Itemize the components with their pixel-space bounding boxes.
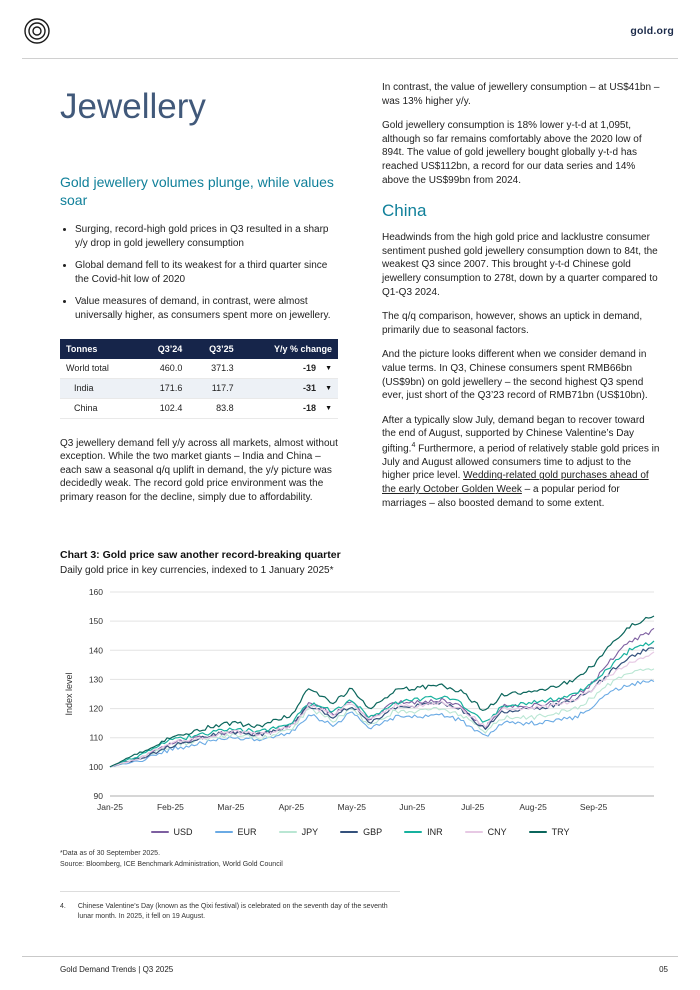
svg-text:100: 100 [88, 762, 103, 773]
gold-price-chart [60, 584, 660, 820]
legend-swatch [340, 831, 358, 833]
chart-footnote-line: Source: Bloomberg, ICE Benchmark Administration, World Gold Council [60, 861, 283, 869]
svg-text:Mar-25: Mar-25 [217, 802, 245, 813]
svg-text:140: 140 [88, 645, 103, 656]
legend-label: JPY [301, 827, 319, 838]
svg-text:Index level: Index level [64, 672, 74, 716]
footnote-number: 4. [60, 902, 66, 910]
change-value: -31 [303, 383, 317, 393]
svg-text:150: 150 [88, 616, 103, 627]
legend-label: EUR [237, 827, 257, 838]
page-title: Jewellery [60, 87, 206, 126]
body-paragraph: And the picture looks different when we consider demand in value terms. In Q3, Chinese consumers spent RMB66bn (US$9bn) on gold jewellery – the second highest Q3 spend ever, just short of the Q3’23 record of RMB71bn (US$10bn). [382, 349, 648, 402]
page-header [22, 0, 678, 59]
summary-bullets [60, 223, 338, 323]
footnote-4 [60, 891, 400, 923]
paragraph-text: – a popular period for marriages – also boosted demand to some extent. [382, 483, 620, 509]
legend-swatch [279, 831, 297, 833]
row-label: World total [60, 359, 137, 379]
right-column [382, 81, 660, 521]
legend-swatch [404, 831, 422, 833]
chart-footnote [60, 849, 660, 871]
value-cell: 83.8 [188, 398, 239, 418]
main-content [0, 59, 700, 923]
row-label: China [60, 398, 137, 418]
down-triangle-icon: ▼ [325, 364, 332, 372]
change-cell [240, 398, 338, 418]
change-cell [240, 378, 338, 398]
page-footer [22, 956, 678, 974]
down-triangle-icon: ▼ [325, 404, 332, 412]
svg-text:Jun-25: Jun-25 [399, 802, 426, 813]
legend-item-cny [465, 827, 507, 837]
wedding-purchases-link[interactable]: Wedding-related gold purchases ahead of the early October Golden Week [382, 470, 649, 495]
down-triangle-icon: ▼ [325, 384, 332, 392]
gold-price-chart-section [60, 549, 660, 871]
legend-item-usd [151, 827, 193, 837]
gold-org-logo [22, 16, 52, 46]
china-heading: China [382, 201, 427, 221]
legend-swatch [215, 831, 233, 833]
legend-label: INR [427, 827, 443, 838]
body-paragraph: The q/q comparison, however, shows an uptick in demand, primarily due to seasonal factors. [382, 311, 643, 336]
legend-item-eur [215, 827, 257, 837]
svg-text:90: 90 [93, 791, 103, 802]
table-row [60, 378, 338, 398]
legend-swatch [465, 831, 483, 833]
table-header-cell: Q3’25 [188, 339, 239, 359]
table-header-cell: Tonnes [60, 339, 137, 359]
body-paragraph: Gold jewellery consumption is 18% lower y-t-d at 1,095t, although so far remains comfortably above the 2020 low of 894t. The value of gold jewellery bought globally y-t-d has reached US$112bn, a record for our data series and 14% above the US$99bn from 2024. [382, 120, 642, 186]
paragraph-text: Furthermore, a period of relatively stable gold prices in July and August allowed consumers time to adjust to the higher price level. [382, 443, 660, 482]
legend-item-try [529, 827, 570, 837]
row-label: India [60, 378, 137, 398]
svg-text:130: 130 [88, 674, 103, 685]
value-cell: 171.6 [137, 378, 188, 398]
body-paragraph: In contrast, the value of jewellery consumption – at US$41bn – was 13% higher y/y. [382, 82, 660, 107]
svg-text:Jul-25: Jul-25 [461, 802, 485, 813]
value-cell: 460.0 [137, 359, 188, 379]
left-column [60, 81, 338, 515]
table-row [60, 398, 338, 418]
table-header-cell: Q3’24 [137, 339, 188, 359]
chart-legend [60, 827, 660, 837]
svg-text:May-25: May-25 [337, 802, 366, 813]
legend-item-inr [404, 827, 443, 837]
svg-text:110: 110 [89, 732, 103, 743]
bullet-item: • Global demand fell to its weakest for a third quarter since the Covid-hit low of 2020 [75, 259, 338, 286]
body-paragraph: Headwinds from the high gold price and lacklustre consumer sentiment pushed gold jewellery consumption down to 84t, the weakest Q3 since 2007. This brought y-t-d Chinese gold jewellery consumption to 278t, down by a quarter compared to Q1-Q3 2024. [382, 232, 658, 298]
svg-text:Aug-25: Aug-25 [519, 802, 547, 813]
svg-text:Feb-25: Feb-25 [156, 802, 184, 813]
svg-text:Jan-25: Jan-25 [97, 802, 123, 813]
page-number: 05 [659, 965, 668, 974]
legend-label: USD [173, 827, 193, 838]
bullet-item: • Value measures of demand, in contrast, were almost universally higher, as consumers spent more on jewellery. [75, 295, 338, 322]
bullet-item: • Surging, record-high gold prices in Q3 resulted in a sharp y/y drop in gold jewellery consumption [75, 223, 338, 250]
body-paragraph: Q3 jewellery demand fell y/y across all markets, almost without exception. While the two market giants – India and China – each saw a seasonal q/q uplift in demand, the y/y picture was decidedly weak. The record gold price environment was the primary reason for the decline, simply due to affordability. [60, 437, 338, 503]
tonnes-table [60, 339, 338, 419]
legend-label: TRY [551, 827, 570, 838]
table-header-row [60, 339, 338, 359]
table-row [60, 359, 338, 379]
value-cell: 117.7 [188, 378, 239, 398]
change-value: -19 [303, 363, 317, 373]
svg-text:Sep-25: Sep-25 [579, 802, 608, 813]
legend-item-jpy [279, 827, 319, 837]
svg-text:Apr-25: Apr-25 [278, 802, 305, 813]
legend-label: GBP [363, 827, 383, 838]
legend-swatch [529, 831, 547, 833]
change-value: -18 [303, 403, 317, 413]
site-link[interactable]: gold.org [630, 25, 674, 37]
value-cell: 102.4 [137, 398, 188, 418]
footnote-text: Chinese Valentine’s Day (known as the Qixi festival) is celebrated on the seventh day of the seventh lunar month. In 2025, it fell on 19 August. [77, 902, 388, 921]
table-header-cell: Y/y % change [240, 339, 338, 359]
section-heading: Gold jewellery volumes plunge, while values soar [60, 174, 334, 209]
change-cell [240, 359, 338, 379]
body-paragraph [382, 414, 660, 510]
svg-text:160: 160 [88, 587, 103, 598]
value-cell: 371.3 [188, 359, 239, 379]
paragraph-text: After a typically slow July, demand began to recover toward the end of August, supported by Chinese Valentine’s Day gifting. [382, 414, 645, 455]
legend-label: CNY [487, 827, 507, 838]
chart-footnote-line: *Data as of 30 September 2025. [60, 850, 161, 858]
svg-text:120: 120 [88, 703, 103, 714]
footnote-ref[interactable]: 4 [411, 441, 416, 449]
legend-item-gbp [340, 827, 382, 837]
chart-title: Chart 3: Gold price saw another record-breaking quarter [60, 549, 341, 562]
legend-swatch [151, 831, 169, 833]
chart-subtitle: Daily gold price in key currencies, indexed to 1 January 2025* [60, 565, 334, 577]
footer-title: Gold Demand Trends | Q3 2025 [60, 965, 174, 974]
